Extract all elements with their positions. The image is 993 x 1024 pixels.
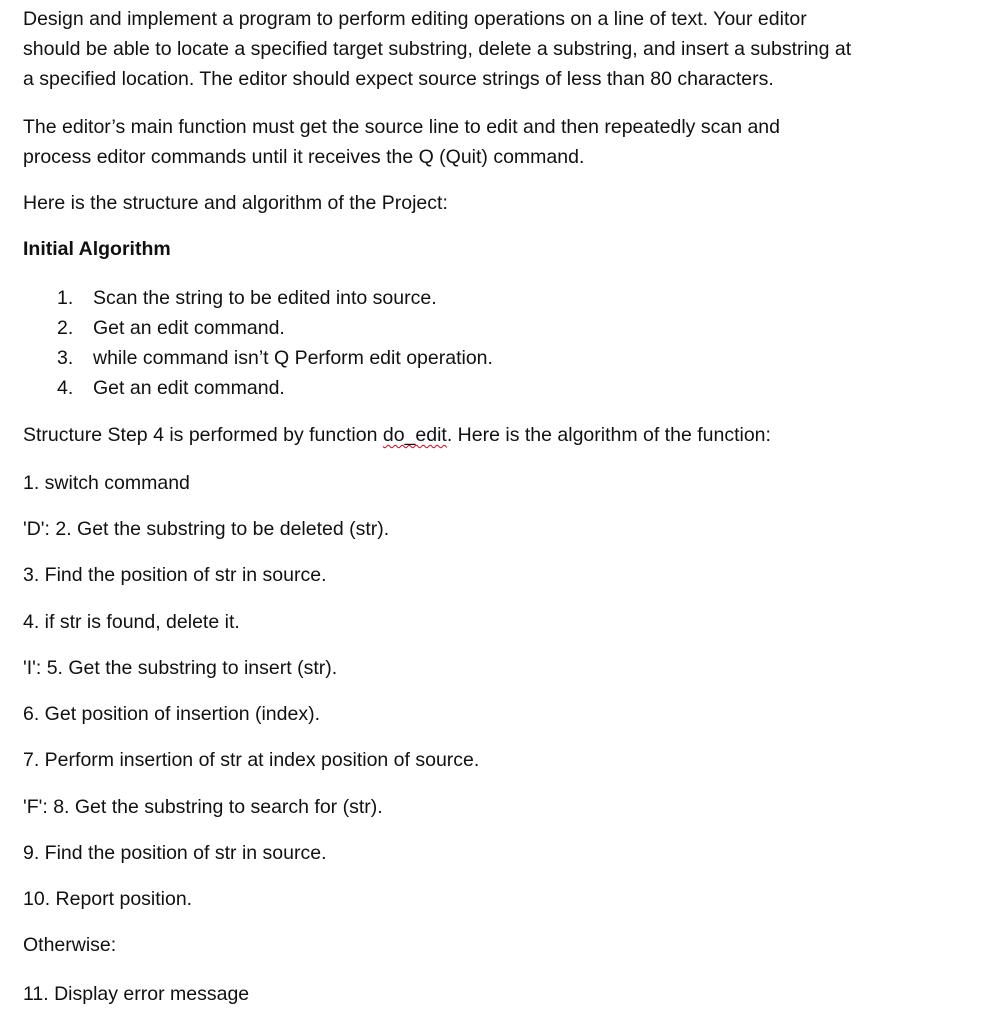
list-text: while command isn’t Q Perform edit operation. <box>93 347 493 369</box>
list-item <box>57 283 437 313</box>
function-step: 11. Display error message <box>23 983 250 1005</box>
list-number: 4. <box>57 377 74 399</box>
list-number: 2. <box>57 317 74 339</box>
function-step: 1. switch command <box>23 472 190 494</box>
intro-line-3: a specified location. The editor should expect source strings of less than 80 characters. <box>23 68 774 90</box>
function-step: 10. Report position. <box>23 888 193 910</box>
structure-step-line <box>23 420 973 450</box>
function-step: Otherwise: <box>23 934 117 956</box>
list-item <box>57 373 285 403</box>
main-function-line-2: process editor commands until it receives the Q (Quit) command. <box>23 146 585 168</box>
function-name-spellcheck: do_edit <box>382 424 447 446</box>
function-step: 'I': 5. Get the substring to insert (str). <box>23 657 338 679</box>
structure-step-before: Structure Step 4 is performed by function <box>23 424 383 446</box>
list-item <box>57 313 285 343</box>
list-text: Get an edit command. <box>93 317 285 339</box>
function-step: 7. Perform insertion of str at index position of source. <box>23 749 480 771</box>
function-step: 6. Get position of insertion (index). <box>23 703 320 725</box>
list-text: Get an edit command. <box>93 377 285 399</box>
function-step: 9. Find the position of str in source. <box>23 842 327 864</box>
structure-step-after: . Here is the algorithm of the function: <box>446 424 771 446</box>
function-step: 'F': 8. Get the substring to search for (str). <box>23 796 383 818</box>
list-item <box>57 343 493 373</box>
function-step: 'D': 2. Get the substring to be deleted (str). <box>23 518 390 540</box>
function-step: 4. if str is found, delete it. <box>23 611 240 633</box>
structure-intro: Here is the structure and algorithm of the Project: <box>23 192 448 214</box>
list-number: 3. <box>57 347 74 369</box>
function-step: 3. Find the position of str in source. <box>23 564 327 586</box>
initial-algorithm-heading: Initial Algorithm <box>23 238 171 260</box>
main-function-line-1: The editor’s main function must get the source line to edit and then repeatedly scan and <box>23 116 780 138</box>
intro-line-1: Design and implement a program to perform editing operations on a line of text. Your editor <box>23 8 807 30</box>
intro-line-2: should be able to locate a specified target substring, delete a substring, and insert a substring at <box>23 38 852 60</box>
list-text: Scan the string to be edited into source. <box>93 287 437 309</box>
list-number: 1. <box>57 287 74 309</box>
